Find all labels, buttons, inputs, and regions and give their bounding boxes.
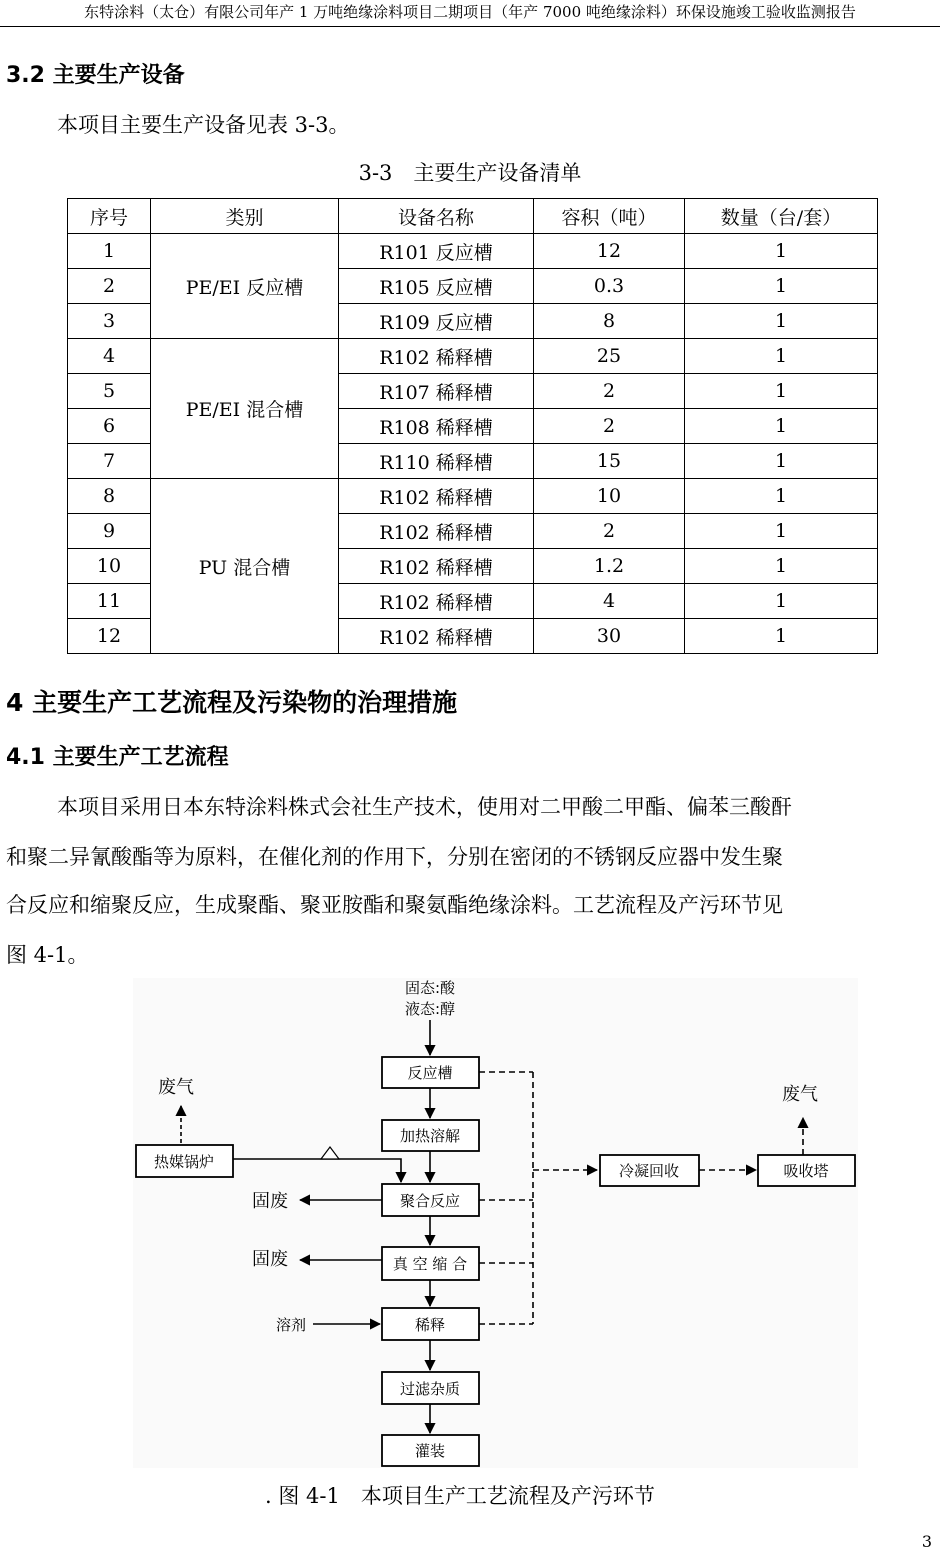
hot-oil-boiler-label: 热媒锅炉 — [153, 1153, 215, 1171]
column-header-name: 设备名称 — [339, 199, 534, 234]
cell-capacity: 0.3 — [534, 269, 685, 304]
cell-quantity: 1 — [685, 374, 878, 409]
step-dilution — [382, 1308, 479, 1340]
solid-waste-label-2: 固废 — [252, 1249, 288, 1270]
paragraph-line-2: 和聚二异氰酸酯等为原料，在催化剂的作用下，分别在密闭的不锈钢反应器中发生聚 — [6, 845, 783, 869]
cell-name: R107 稀释槽 — [339, 374, 534, 409]
solid-waste-label-1: 固废 — [252, 1191, 288, 1212]
cell-quantity: 1 — [685, 304, 878, 339]
section-3-2-heading: 3.2 主要生产设备 — [6, 63, 185, 88]
cell-quantity: 1 — [685, 479, 878, 514]
cell-capacity: 2 — [534, 374, 685, 409]
step-reaction-tank-label: 反应槽 — [407, 1064, 453, 1082]
step-filter-label: 过滤杂质 — [399, 1380, 461, 1398]
cell-quantity: 1 — [685, 444, 878, 479]
cell-quantity: 1 — [685, 269, 878, 304]
step-reaction-tank — [382, 1057, 479, 1088]
cell-quantity: 1 — [685, 549, 878, 584]
cell-capacity: 25 — [534, 339, 685, 374]
hot-oil-boiler — [136, 1145, 233, 1177]
step-filling-label: 灌装 — [414, 1442, 446, 1460]
table-header-row — [68, 199, 878, 234]
figure-caption: . 图 4-1 本项目生产工艺流程及产污环节 — [265, 1484, 655, 1508]
cell-name: R102 稀释槽 — [339, 514, 534, 549]
table-row — [68, 479, 878, 514]
step-vacuum-condensation-label: 真 空 缩 合 — [392, 1255, 468, 1273]
cell-name: R105 反应槽 — [339, 269, 534, 304]
cell-capacity: 8 — [534, 304, 685, 339]
cell-no: 3 — [68, 304, 151, 339]
cell-name: R109 反应槽 — [339, 304, 534, 339]
cell-capacity: 2 — [534, 409, 685, 444]
cell-quantity: 1 — [685, 409, 878, 444]
cell-capacity: 2 — [534, 514, 685, 549]
cell-no: 10 — [68, 549, 151, 584]
cell-no: 11 — [68, 584, 151, 619]
cell-no: 2 — [68, 269, 151, 304]
paragraph-line-1: 本项目采用日本东特涂料株式会社生产技术，使用对二甲酸二甲酯、偏苯三酸酐 — [57, 795, 792, 819]
cell-capacity: 15 — [534, 444, 685, 479]
step-filter — [382, 1372, 479, 1404]
cell-name: R101 反应槽 — [339, 234, 534, 269]
cell-name: R102 稀释槽 — [339, 619, 534, 654]
input-liquid-alcohol-label: 液态:醇 — [404, 1000, 456, 1018]
running-header: 东特涂料（太仓）有限公司年产 1 万吨绝缘涂料项目二期项目（年产 7000 吨绝缘涂料）环保设施竣工验收监测报告 — [0, 0, 940, 27]
page-number: 3 — [921, 1532, 932, 1551]
step-vacuum-condensation — [382, 1247, 479, 1280]
section-4-1-heading: 4.1 主要生产工艺流程 — [6, 745, 229, 770]
absorption-tower-label: 吸收塔 — [783, 1162, 829, 1180]
column-header-capacity: 容积（吨） — [534, 199, 685, 234]
cell-quantity: 1 — [685, 619, 878, 654]
process-flow-figure — [133, 978, 858, 1468]
tower-exhaust-label: 废气 — [782, 1084, 818, 1105]
cell-no: 8 — [68, 479, 151, 514]
column-header-category: 类别 — [151, 199, 339, 234]
cell-quantity: 1 — [685, 584, 878, 619]
cell-name: R102 稀释槽 — [339, 339, 534, 374]
cell-no: 6 — [68, 409, 151, 444]
cell-name: R102 稀释槽 — [339, 479, 534, 514]
cell-capacity: 30 — [534, 619, 685, 654]
cell-no: 12 — [68, 619, 151, 654]
cell-capacity: 12 — [534, 234, 685, 269]
table-row — [68, 234, 878, 269]
cell-capacity: 10 — [534, 479, 685, 514]
cell-no: 1 — [68, 234, 151, 269]
cell-no: 4 — [68, 339, 151, 374]
section-4-heading: 4 主要生产工艺流程及污染物的治理措施 — [6, 688, 458, 717]
condensation-recovery-label: 冷凝回收 — [618, 1162, 680, 1180]
section-3-2-intro: 本项目主要生产设备见表 3-3。 — [57, 113, 350, 137]
cell-no: 5 — [68, 374, 151, 409]
input-solid-acid-label: 固态:酸 — [404, 979, 456, 997]
step-polymerization-label: 聚合反应 — [399, 1192, 461, 1210]
column-header-no: 序号 — [68, 199, 151, 234]
cell-no: 9 — [68, 514, 151, 549]
cell-no: 7 — [68, 444, 151, 479]
cell-category: PU 混合槽 — [151, 479, 339, 654]
equipment-table — [67, 198, 878, 654]
cell-quantity: 1 — [685, 339, 878, 374]
boiler-to-polymerization-arrow — [233, 1159, 401, 1182]
step-dilution-label: 稀释 — [414, 1316, 446, 1334]
cell-category: PE/EI 反应槽 — [151, 234, 339, 339]
cell-category: PE/EI 混合槽 — [151, 339, 339, 479]
triangle-icon — [321, 1147, 339, 1159]
cell-name: R108 稀释槽 — [339, 409, 534, 444]
cell-quantity: 1 — [685, 234, 878, 269]
cell-quantity: 1 — [685, 514, 878, 549]
paragraph-line-3: 合反应和缩聚反应，生成聚酯、聚亚胺酯和聚氨酯绝缘涂料。工艺流程及产污环节见 — [6, 893, 783, 917]
boiler-exhaust-label: 废气 — [158, 1077, 194, 1098]
table-row — [68, 339, 878, 374]
condensation-recovery — [600, 1155, 699, 1186]
absorption-tower — [758, 1155, 855, 1186]
step-filling — [382, 1435, 479, 1466]
cell-name: R102 稀释槽 — [339, 584, 534, 619]
cell-name: R110 稀释槽 — [339, 444, 534, 479]
offgas-collection-lines — [479, 1072, 803, 1324]
cell-capacity: 1.2 — [534, 549, 685, 584]
cell-capacity: 4 — [534, 584, 685, 619]
table-caption: 3-3 主要生产设备清单 — [358, 161, 582, 185]
step-heat-dissolve — [382, 1120, 479, 1151]
step-heat-dissolve-label: 加热溶解 — [399, 1127, 461, 1145]
step-polymerization — [382, 1184, 479, 1216]
cell-name: R102 稀释槽 — [339, 549, 534, 584]
column-header-quantity: 数量（台/套） — [685, 199, 878, 234]
paragraph-line-4: 图 4-1。 — [6, 943, 89, 967]
solvent-label: 溶剂 — [275, 1316, 307, 1334]
